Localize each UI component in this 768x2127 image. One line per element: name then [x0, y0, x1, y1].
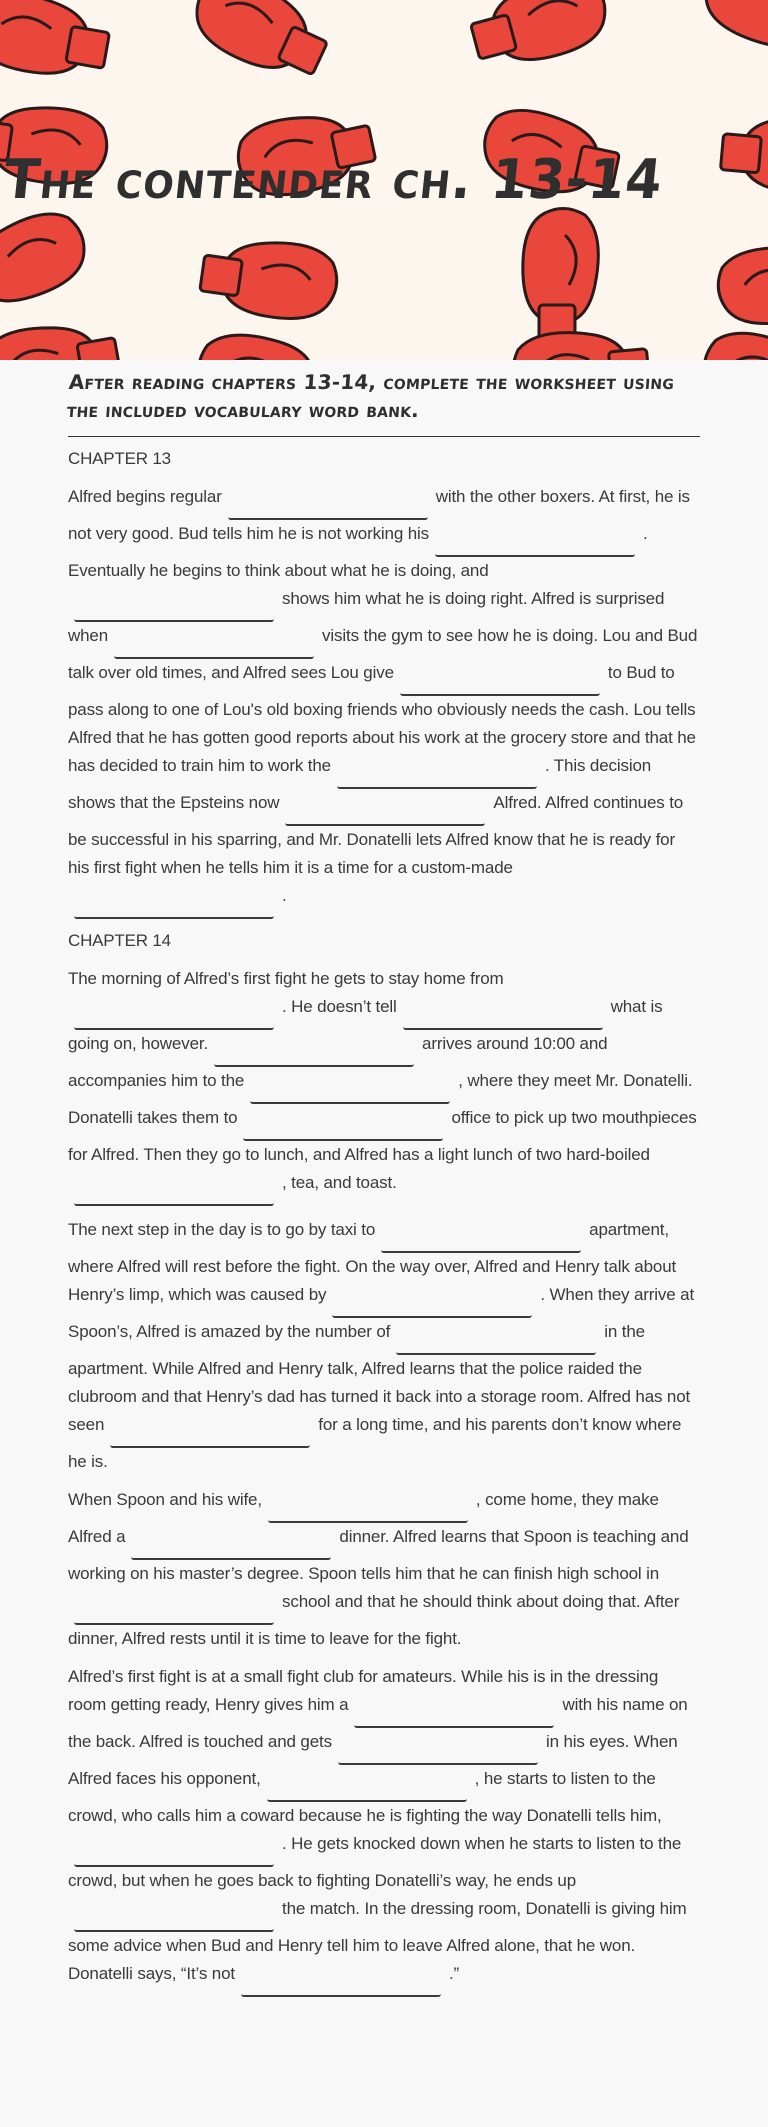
- blank-input-24[interactable]: [267, 1780, 467, 1802]
- paragraph-text: the match. In the dressing room, Donatelli is giving him some advice when Bud and Henry tell him to leave Alfred alone, that he won. Donatelli says, “It’s not: [68, 1899, 687, 1983]
- paragraph-text: apartment, where Alfred will rest before the fight. On the way over, Alfred and Henry talk about Henry’s limp, which was caused by: [68, 1220, 677, 1304]
- chapter-heading: CHAPTER 13: [68, 449, 171, 468]
- blank-input-4[interactable]: [114, 637, 314, 659]
- divider: [68, 436, 700, 437]
- paragraph-text: with his name on the back. Alfred is touched and gets: [68, 1695, 688, 1751]
- worksheet-paragraph: [68, 483, 700, 919]
- chapters-container: [68, 447, 700, 1997]
- paragraph-text: . This decision shows that the Epsteins now: [68, 756, 652, 812]
- boxing-glove-icon: [0, 308, 127, 360]
- boxing-glove-icon: [0, 0, 117, 92]
- paragraph-text: shows him what he is doing right. Alfred is surprised when: [68, 589, 665, 645]
- paragraph-text: . When they arrive at Spoon’s, Alfred is amazed by the number of: [68, 1285, 695, 1341]
- blank-input-13[interactable]: [243, 1119, 443, 1141]
- blank-input-14[interactable]: [74, 1184, 274, 1206]
- paragraph-text: . He doesn’t tell: [282, 997, 397, 1016]
- paragraph-text: in the apartment. While Alfred and Henry talk, Alfred learns that the police raided the clubroom and that Henry’s dad has turned it back into a storage room. Alfred has not seen: [68, 1322, 691, 1434]
- blank-input-6[interactable]: [337, 767, 537, 789]
- page-title: The contender ch. 13-14: [0, 148, 667, 212]
- blank-input-7[interactable]: [285, 804, 485, 826]
- header-banner: [0, 0, 768, 360]
- paragraph-text: Alfred’s first fight is at a small fight club for amateurs. While his is in the dressing room getting ready, Henry gives him a: [68, 1667, 659, 1714]
- blank-input-3[interactable]: [74, 600, 274, 622]
- blank-input-5[interactable]: [400, 674, 600, 696]
- instructions-heading: After reading chapters 13-14, complete the worksheet using the included vocabulary word bank.: [66, 370, 675, 422]
- blank-input-25[interactable]: [74, 1845, 274, 1867]
- blank-input-11[interactable]: [214, 1045, 414, 1067]
- paragraph-text: The next step in the day is to go by taxi to: [68, 1220, 376, 1239]
- worksheet-body: [0, 360, 768, 2127]
- paragraph-text: , tea, and toast.: [282, 1173, 397, 1192]
- boxing-glove-icon: [0, 192, 111, 328]
- paragraph-text: Alfred begins regular: [68, 487, 222, 506]
- blank-input-26[interactable]: [74, 1910, 274, 1932]
- blank-input-12[interactable]: [250, 1082, 450, 1104]
- blank-input-15[interactable]: [381, 1231, 581, 1253]
- paragraph-text: for a long time, and his parents don’t know where he is.: [68, 1415, 682, 1471]
- blank-input-23[interactable]: [338, 1743, 538, 1765]
- blank-input-18[interactable]: [110, 1426, 310, 1448]
- paragraph-text: . Eventually he begins to think about what he is doing, and: [68, 524, 648, 580]
- paragraph-text: . He gets knocked down when he starts to listen to the crowd, but when he goes back to fighting Donatelli’s way, he ends up: [68, 1834, 682, 1890]
- paragraph-text: office to pick up two mouthpieces for Alfred. Then they go to lunch, and Alfred has a light lunch of two hard-boiled: [68, 1108, 697, 1164]
- paragraph-text: what is going on, however.: [68, 997, 663, 1053]
- blank-input-27[interactable]: [241, 1975, 441, 1997]
- worksheet-paragraph: [68, 965, 700, 1206]
- blank-input-17[interactable]: [396, 1333, 596, 1355]
- blank-input-20[interactable]: [131, 1538, 331, 1560]
- blank-input-19[interactable]: [268, 1501, 468, 1523]
- boxing-glove-icon: [168, 0, 342, 97]
- paragraph-text: .”: [448, 1964, 460, 1983]
- worksheet-paragraph: [68, 1216, 700, 1476]
- paragraph-text: The morning of Alfred’s first fight he gets to stay home from: [68, 969, 504, 988]
- chapter-heading: CHAPTER 14: [68, 931, 171, 950]
- paragraph-text: in his eyes. When Alfred faces his opponent,: [68, 1732, 678, 1788]
- paragraph-text: .: [282, 886, 287, 905]
- paragraph-text: , where they meet Mr. Donatelli. Donatelli takes them to: [68, 1071, 693, 1127]
- boxing-glove-icon: [461, 0, 629, 83]
- blank-input-2[interactable]: [435, 535, 635, 557]
- paragraph-text: visits the gym to see how he is doing. Lou and Bud talk over old times, and Alfred sees Lou give: [68, 626, 698, 682]
- blank-input-8[interactable]: [74, 897, 274, 919]
- blank-input-10[interactable]: [403, 1008, 603, 1030]
- paragraph-text: dinner. Alfred learns that Spoon is teaching and working on his master’s degree. Spoon tells him that he can finish high school in: [68, 1527, 689, 1583]
- paragraph-text: with the other boxers. At first, he is not very good. Bud tells him he is not working his: [68, 487, 690, 543]
- paragraph-text: school and that he should think about doing that. After dinner, Alfred rests until it is time to leave for the fight.: [68, 1592, 680, 1648]
- paragraph-text: , come home, they make Alfred a: [68, 1490, 659, 1546]
- worksheet-paragraph: [68, 1486, 700, 1653]
- worksheet-paragraph: [68, 1663, 700, 1997]
- paragraph-text: When Spoon and his wife,: [68, 1490, 262, 1509]
- paragraph-text: to Bud to pass along to one of Lou's old boxing friends who obviously needs the cash. Lou tells Alfred that he has gotten good reports about his work at the grocery store and that he has decided to train him to work the: [68, 663, 696, 775]
- blank-input-22[interactable]: [354, 1706, 554, 1728]
- blank-input-21[interactable]: [74, 1603, 274, 1625]
- paragraph-text: arrives around 10:00 and accompanies him to the: [68, 1034, 608, 1090]
- boxing-glove-icon: [194, 225, 355, 335]
- paragraph-text: Alfred. Alfred continues to be successful in his sparring, and Mr. Donatelli lets Alfred know that he is ready for his first fight when he tells him it is a time for a custom-made: [68, 793, 684, 877]
- blank-input-16[interactable]: [332, 1296, 532, 1318]
- boxing-glove-icon: [679, 0, 768, 73]
- paragraph-text: , he starts to listen to the crowd, who calls him a coward because he is fighting the way Donatelli tells him,: [68, 1769, 662, 1825]
- blank-input-1[interactable]: [228, 498, 428, 520]
- blank-input-9[interactable]: [74, 1008, 274, 1030]
